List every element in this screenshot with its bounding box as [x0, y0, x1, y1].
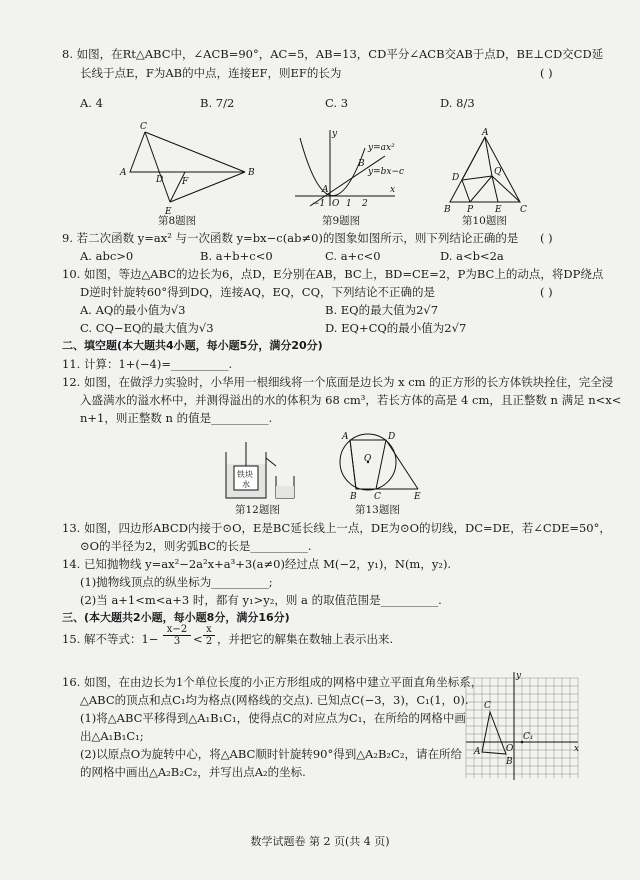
q9-line1: 9. 若二次函数 y=ax² 与一次函数 y=bx−c(ab≠0)的图象如图所示，则下列结论正确的是: [62, 231, 519, 245]
fig13-label-b: B: [350, 492, 357, 502]
q10-line1: 10. 如图，等边△ABC的边长为6，点D，E分别在AB，BC上，BD=CE=2，P为BC上的动点，将DP绕点: [62, 267, 604, 281]
figure-10: [440, 128, 540, 215]
q10-option-c: C. CQ−EQ的最大值为√3: [80, 321, 214, 335]
figure-12: [218, 440, 308, 502]
fig13-label-a: A: [342, 432, 349, 442]
q8-line2: 长线于点E，F为AB的中点，连接EF，则EF的长为: [80, 66, 342, 80]
caption-fig10: 第10题图: [462, 215, 507, 227]
q10-option-b: B. EQ的最大值为2√7: [325, 303, 439, 317]
q15-frac2-num: x: [203, 624, 215, 636]
page-footer: 数学试题卷 第 2 页(共 4 页): [250, 835, 390, 848]
fig12-water-label: 水: [242, 480, 250, 489]
fig9-tick-neg1: −1: [312, 199, 326, 209]
q9-option-b: B. a+b+c<0: [200, 249, 273, 263]
q12-line3: n+1，则正整数 n 的值是__________.: [80, 411, 273, 425]
fig8-label-a: A: [120, 168, 127, 178]
caption-fig9: 第9题图: [322, 215, 361, 227]
q15-frac2: [203, 624, 215, 647]
fig9-label-x: x: [390, 185, 396, 195]
fig16-label-y: y: [516, 671, 522, 681]
fig16-label-c: C: [484, 701, 491, 711]
q8-option-a: A. 4: [80, 96, 103, 110]
fig13-label-d: D: [388, 432, 396, 442]
fig10-label-p: P: [467, 205, 474, 215]
q8-option-b: B. 7/2: [200, 96, 235, 110]
fig8-label-c: C: [140, 122, 147, 132]
q16-line4: 出△A₁B₁C₁;: [80, 729, 144, 743]
fig9-label-y: y: [332, 129, 338, 139]
q15-prefix: 15. 解不等式：1−: [62, 632, 159, 646]
q9-option-d: D. a<b<2a: [440, 249, 504, 263]
figure-9: [290, 128, 405, 209]
q8-paren: ( ): [540, 66, 553, 80]
q15-frac2-den: 2: [205, 636, 213, 647]
fig8-label-e: E: [165, 207, 172, 217]
q10-option-a: A. AQ的最小值为√3: [80, 303, 186, 317]
fig9-label-parabola: y=ax²: [368, 143, 395, 153]
figure-13: [328, 432, 428, 500]
section2-heading: 二、填空题(本大题共4小题，每小题5分，满分20分): [62, 339, 323, 352]
fig13-label-o: O: [364, 454, 372, 464]
fig8-label-d: D: [156, 175, 164, 185]
q15-suffix: ，并把它的解集在数轴上表示出来.: [217, 632, 394, 646]
q15-frac1: [163, 624, 191, 647]
fig9-tick-2: 2: [362, 199, 368, 209]
q13-line2: ⊙O的半径为2，则劣弧BC的长是__________.: [80, 539, 312, 553]
q16-line1: 16. 如图，在由边长为1个单位长度的小正方形组成的网格中建立平面直角坐标系，: [62, 675, 483, 689]
fig8-label-f: F: [182, 177, 189, 187]
fig16-label-o: O: [506, 744, 514, 754]
fig10-label-c: C: [520, 205, 527, 215]
q14-line3: (2)当 a+1<m<a+3 时，都有 y₁>y₂，则 a 的取值范围是__________.: [80, 593, 442, 607]
caption-fig8: 第8题图: [158, 215, 197, 227]
q10-paren: ( ): [540, 285, 553, 299]
fig10-label-b: B: [444, 205, 451, 215]
figure-8: [110, 120, 260, 220]
fig9-label-a: A: [322, 185, 329, 195]
fig9-label-line: y=bx−c: [368, 167, 405, 177]
caption-fig12: 第12题图: [235, 504, 280, 516]
q16-line2: △ABC的顶点和点C₁均为格点(网格线的交点). 已知点C(−3，3)，C₁(1，0).: [80, 693, 469, 707]
q9-paren: ( ): [540, 231, 553, 245]
fig13-label-e: E: [414, 492, 421, 502]
fig9-label-b: B: [358, 159, 365, 169]
q16-line5: (2)以原点O为旋转中心，将△ABC顺时针旋转90°得到△A₂B₂C₂，请在所给: [80, 747, 462, 761]
fig9-label-o: O: [332, 199, 340, 209]
q14-line2: (1)抛物线顶点的纵坐标为__________;: [80, 575, 273, 589]
q9-option-a: A. abc>0: [80, 249, 134, 263]
fig10-label-d: D: [452, 173, 460, 183]
q12-line1: 12. 如图，在做浮力实验时，小华用一根细线将一个底面是边长为 x cm 的正方形的长方体铁块拴住，完全浸: [62, 375, 614, 389]
q12-line2: 入盛满水的溢水杯中，并测得溢出的水的体积为 68 cm³，若长方体的高是 4 cm，且正整数 n 满足 n<x<: [80, 393, 622, 407]
fig10-label-q: Q: [494, 167, 502, 177]
fig8-label-b: B: [248, 168, 255, 178]
q16-line6: 的网格中画出△A₂B₂C₂，并写出点A₂的坐标.: [80, 765, 306, 779]
q11: 11. 计算：1+(−4)=__________.: [62, 357, 233, 371]
fig16-label-c1: C₁: [523, 732, 534, 742]
q15-frac1-den: 3: [173, 636, 181, 647]
q13-line1: 13. 如图，四边形ABCD内接于⊙O，E是BC延长线上一点，DE为⊙O的切线，DC=DE，若∠CDE=50°，: [62, 521, 611, 535]
caption-fig13: 第13题图: [355, 504, 400, 516]
fig16-label-x: x: [574, 744, 580, 754]
q10-option-d: D. EQ+CQ的最小值为2√7: [325, 321, 467, 335]
q15-frac1-num: x−2: [163, 624, 191, 636]
fig16-label-b: B: [506, 757, 513, 767]
fig16-label-a: A: [474, 747, 481, 757]
fig12-iron-label: 铁块: [237, 470, 253, 479]
fig13-label-c: C: [374, 492, 381, 502]
q16-line3: (1)将△ABC平移得到△A₁B₁C₁，使得点C的对应点为C₁，在所给的网格中画: [80, 711, 466, 725]
fig10-label-e: E: [495, 205, 502, 215]
q8-option-d: D. 8/3: [440, 96, 475, 110]
section3-heading: 三、(本大题共2小题，每小题8分，满分16分): [62, 611, 290, 624]
fig10-label-a: A: [482, 128, 489, 138]
q10-line2: D逆时针旋转60°得到DQ，连接AQ，EQ，CQ，下列结论不正确的是: [80, 285, 436, 299]
q9-option-c: C. a+c<0: [325, 249, 381, 263]
q8-line1: 8. 如图，在Rt△ABC中，∠ACB=90°，AC=5，AB=13，CD平分∠ACB交AB于点D，BE⊥CD交CD延: [62, 47, 604, 61]
q15-lt: <: [193, 632, 203, 646]
fig9-tick-1: 1: [346, 199, 352, 209]
q8-option-c: C. 3: [325, 96, 349, 110]
figure-16-grid: [466, 672, 582, 784]
q14-line1: 14. 已知抛物线 y=ax²−2a²x+a³+3(a≠0)经过点 M(−2，y₁)，N(m，y₂).: [62, 557, 452, 571]
